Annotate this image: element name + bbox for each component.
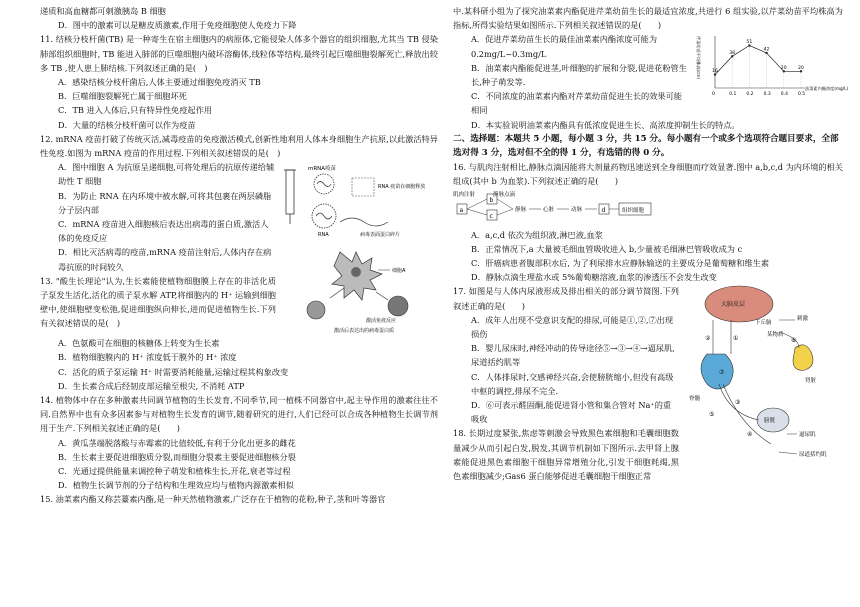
q17-option-c: C．人体排尿时,交感神经兴奋,会使膀胱缩小,但没有高级中枢的调控,排尿不完全. xyxy=(471,371,674,396)
marker-1: ① xyxy=(733,335,739,343)
label-spinal-cord: 脊髓 xyxy=(689,396,701,403)
label-artery: 动脉 xyxy=(571,206,583,213)
box-b: b xyxy=(489,196,494,204)
x-tick-label: 0.4 xyxy=(780,92,788,98)
label-heart: 心脏 xyxy=(543,206,555,213)
question-11-stem: 11. 结核分枝杆菌(TB) 是一种寄生在宿主细胞内的病原体,它能侵染人体多个器官的组织细胞,尤其当 TB 侵染肺部组织细胞时, TB 能进入肺部的巨噬细胞内破坏溶酶体,线粒体等结构,最终引起巨噬细胞裂解死亡,释放出较多 TB ,使人患上肺结核.下列叙述正确的是( ) xyxy=(40,34,438,73)
data-label: 51 xyxy=(746,40,753,46)
data-label: 20 xyxy=(780,66,787,72)
marker-5: ⑤ xyxy=(709,411,715,419)
label-rna: RNA xyxy=(318,232,329,239)
section-2-heading: 二、选择题：本题共 5 小题，每小题 3 分，共 15 分。每小题有一个或多个选项符合题目要求，全部选对得 3 分，选对但不全的得 1 分，有选错的得 0 分。 xyxy=(453,133,839,159)
x-tick-label: 0.5 xyxy=(798,92,806,98)
label-stimulus: 刺激 xyxy=(797,316,809,323)
box-a: a xyxy=(459,206,464,214)
label-activate: 激活免疫反应 xyxy=(366,318,397,325)
box-d: d xyxy=(601,206,606,214)
question-14-stem: 14. 植物体中存在多种激素共同调节植物的生长发育,不同季节,同一植株不同器官中,起主导作用的激素往往不同.自然界中也有众多因素参与对植物生长发育的调节,随着研究的进行,人们已经可以合成各种植物生长调节剂用于生产.下列相关叙述正确的是( ) xyxy=(40,395,438,434)
q16-flow-diagram xyxy=(453,190,843,226)
data-label: 38 xyxy=(729,51,736,57)
q12-option-a: A．图中细胞 A 为抗原呈递细胞,可将处理后的抗原传递给辅助性 T 细胞 xyxy=(58,162,275,187)
question-12-stem: 12. mRNA 疫苗打破了传统灭活,减毒疫苗的免疫激活模式,创新性地利用人体本身细胞生产抗原,以此激活特异性免疫.如图为 mRNA 疫苗的作用过程.下列相关叙述错误的是( ) xyxy=(40,133,438,159)
label-cerebral-cortex: 大脑皮层 xyxy=(721,301,746,309)
q11-option-b: B．巨噬细胞裂解死亡属于细胞坏死 xyxy=(58,91,187,102)
marker-4: ④ xyxy=(747,431,753,439)
q11-option-d: D．大量的结核分枝杆菌可以作为疫苗 xyxy=(58,119,196,130)
q16-option-d: D．静脉点滴生理盐水或 5%葡萄糖溶液,血浆的渗透压不会发生改变 xyxy=(471,272,717,283)
q14-option-b: B．生长素主要促进细胞质分裂,而细胞分裂素主要促进细胞核分裂 xyxy=(58,451,296,462)
label-hypothalamus: 下丘脑 xyxy=(755,320,772,327)
label-detrusor: 逼尿肌 xyxy=(799,432,816,439)
q12-option-c: C．mRNA 疫苗进入细胞核后表达出病毒的蛋白质,激活人体的免疫反应 xyxy=(58,219,269,244)
label-substance: 某物质 xyxy=(767,332,784,339)
label-sphincter: 尿道括约肌 xyxy=(799,452,827,459)
question-15-stem: 15. 油菜素内酯又称芸薹素内酯,是一种天然植物激素,广泛存在于植物的花粉,种子,茎和叶等器官 xyxy=(40,494,386,505)
label-bladder: 膀胱 xyxy=(764,418,776,425)
label-rna-release: RNA 疫苗在细胞释放 xyxy=(378,184,426,191)
q16-option-b: B．正常情况下,a 大量被毛细血管吸收进入 b,少量被毛细淋巴管吸收成为 c xyxy=(471,243,743,254)
x-tick-label: 0.3 xyxy=(763,92,771,98)
q14-option-c: C．光通过提供能量来调控种子萌发和植株生长,开花,衰老等过程 xyxy=(58,466,291,477)
question-18-stem: 18. 长期过度紧张,焦虑等刺激会导致黑色素细胞和毛囊细胞数量减少从而引起白发,脱发,其调节机制如下图所示.去甲肾上腺素能促进黑色素细胞干细胞异常增殖分化,引发干细胞耗竭,黑色素细胞减少;Gas6 蛋白能够促进毛囊细胞干细胞正常 xyxy=(453,428,679,482)
data-label: 20 xyxy=(798,66,804,72)
y-axis-label: 芹菜幼苗平均株高(cm) xyxy=(696,36,701,80)
q15-block xyxy=(453,32,849,117)
q15-option-d: D．本实验说明油菜素内酯具有低浓度促进生长、高浓度抑制生长的特点。 xyxy=(471,119,740,130)
q11-option-a: A．感染结核分枝杆菌后,人体主要通过细胞免疫消灭 TB xyxy=(58,77,261,88)
marker-7: ⑦ xyxy=(719,369,725,377)
x-tick-label: 0.2 xyxy=(746,92,754,98)
continued-option-c: 递质和高血糖都可刺激胰岛 B 细胞 xyxy=(40,6,166,16)
q17-18-block xyxy=(453,284,843,483)
question-16-stem: 16. 与肌肉注射相比,静脉点滴因能将大剂量药物迅速送到全身细胞而疗效显著.图中 a,b,c,d 为内环境的相关组成(其中 b 为血浆).下列叙述正确的是( ) xyxy=(453,162,843,187)
q11-option-c: C．TB 进入人体后,只有特异性免疫起作用 xyxy=(58,105,212,116)
mrna-vaccine-figure xyxy=(280,160,438,336)
marker-6: ⑥ xyxy=(791,337,797,345)
data-label: 42 xyxy=(763,47,770,53)
q13-option-a: A．色氨酸可在细胞的核糖体上转变为生长素 xyxy=(58,338,220,349)
question-13-stem: 13. "酸生长理论"认为,生长素能使植物细胞膜上存在的非活化质子泵发生活化,活化的质子泵水解 ATP,将细胞内的 H⁺ 运输到细胞壁中,使细胞壁变松弛,促进细胞纵向伸长,进而促进植物生长.下列有关叙述错误的是( ) xyxy=(40,275,276,329)
q12-option-d: D．相比灭活病毒的疫苗,mRNA 疫苗注射后,人体内存在病毒抗原的时间较久 xyxy=(58,247,272,272)
label-iv-drip: 静脉点滴 xyxy=(493,191,516,198)
urination-regulation-figure xyxy=(683,284,843,470)
q12-option-b: B．为防止 RNA 在内环境中被水解,可将其包裹在两层磷脂分子层内部 xyxy=(58,190,272,215)
marker-3: ③ xyxy=(735,399,741,407)
question-17-stem: 17. 如图是与人体内尿液形成及排出相关的部分调节简图.下列叙述正确的是( ) xyxy=(453,286,679,311)
q15-option-a: A．促进芹菜幼苗生长的最佳油菜素内酯浓度可能为 0.2mg/L~0.3mg/L xyxy=(471,34,658,59)
q15-option-c: C．不同浓度的油菜素内酯对芹菜幼苗促进生长的效果可能相同 xyxy=(471,91,682,116)
q16-option-c: C．肝癌病患者腹部积水后, 为了利尿排水应静脉输送的主要成分是葡萄糖和维生素 xyxy=(471,258,770,269)
q13-option-d: D．生长素合成后经韧皮部运输至根尖, 不消耗 ATP xyxy=(58,380,245,391)
data-label: 16 xyxy=(712,69,718,75)
q17-option-a: A．成年人出现不受意识支配的排尿,可能是①,②,⑦出现损伤 xyxy=(471,314,674,340)
q15-option-b: B．油菜素内酯能促进茎,叶细胞的扩展和分裂,促进花粉管生长,种子萌发等. xyxy=(471,62,687,88)
label-muscle-injection: 肌肉注射 xyxy=(453,191,476,198)
x-tick-label: 0 xyxy=(712,92,715,98)
label-mrna-vaccine: mRNA疫苗 xyxy=(308,166,337,173)
continued-option-d: D．图中的激素可以是糖皮质激素,作用于免疫细胞使人免疫力下降 xyxy=(58,20,297,31)
q15-line-chart xyxy=(693,32,849,102)
q16-option-a: A．a,c,d 依次为组织液,淋巴液,血浆 xyxy=(471,229,603,240)
label-expressed-protein: 激活后表达出的病毒蛋白质 xyxy=(334,328,395,335)
label-vein: 静脉 xyxy=(515,206,527,213)
label-kidney: 肾脏 xyxy=(805,378,817,385)
x-axis-label: 油菜素内酯浓度(mg/L) xyxy=(805,86,849,92)
box-c: c xyxy=(489,212,493,220)
marker-2: ② xyxy=(705,335,711,343)
left-column xyxy=(40,4,438,507)
label-protein: 病毒表面蛋白碎片 xyxy=(360,232,401,239)
x-tick-label: 0.1 xyxy=(729,92,737,98)
q17-option-b: B．婴儿尿床时,神经冲动的传导途径⑤→③→④→逼尿肌,尿道括约肌等 xyxy=(471,343,675,368)
q17-option-d: D．⑥可表示醛固酮,能促进肾小管和集合管对 Na⁺的重吸收 xyxy=(471,400,672,425)
q12-block xyxy=(40,160,438,336)
q14-option-a: A．黄瓜茎端脱落酸与赤霉素的比值较低,有利于分化出更多的雌花 xyxy=(58,437,296,448)
label-cell-a: 细胞A xyxy=(392,268,406,275)
q13-option-b: B．植物细胞膜内的 H⁺ 浓度低于膜外的 H⁺ 浓度 xyxy=(58,352,237,363)
q14-option-d: D．植物生长调节剂的分子结构和生理效应均与植物内源激素相似 xyxy=(58,480,294,491)
box-tissue-cell: 组织细胞 xyxy=(622,207,645,214)
right-column xyxy=(453,4,849,483)
question-15-continued: 中.某科研小组为了探究油菜素内酯促进芹菜幼苗生长的最适宜浓度,共进行 6 组实验,以芹菜幼苗平均株高为指标,所得实验结果如图所示.下列相关叙述错误的是( ) xyxy=(453,6,843,31)
series-line xyxy=(715,46,801,75)
q13-option-c: C．活化的质子泵运输 H⁺ 时需要消耗能量,运输过程其构象改变 xyxy=(58,366,289,377)
